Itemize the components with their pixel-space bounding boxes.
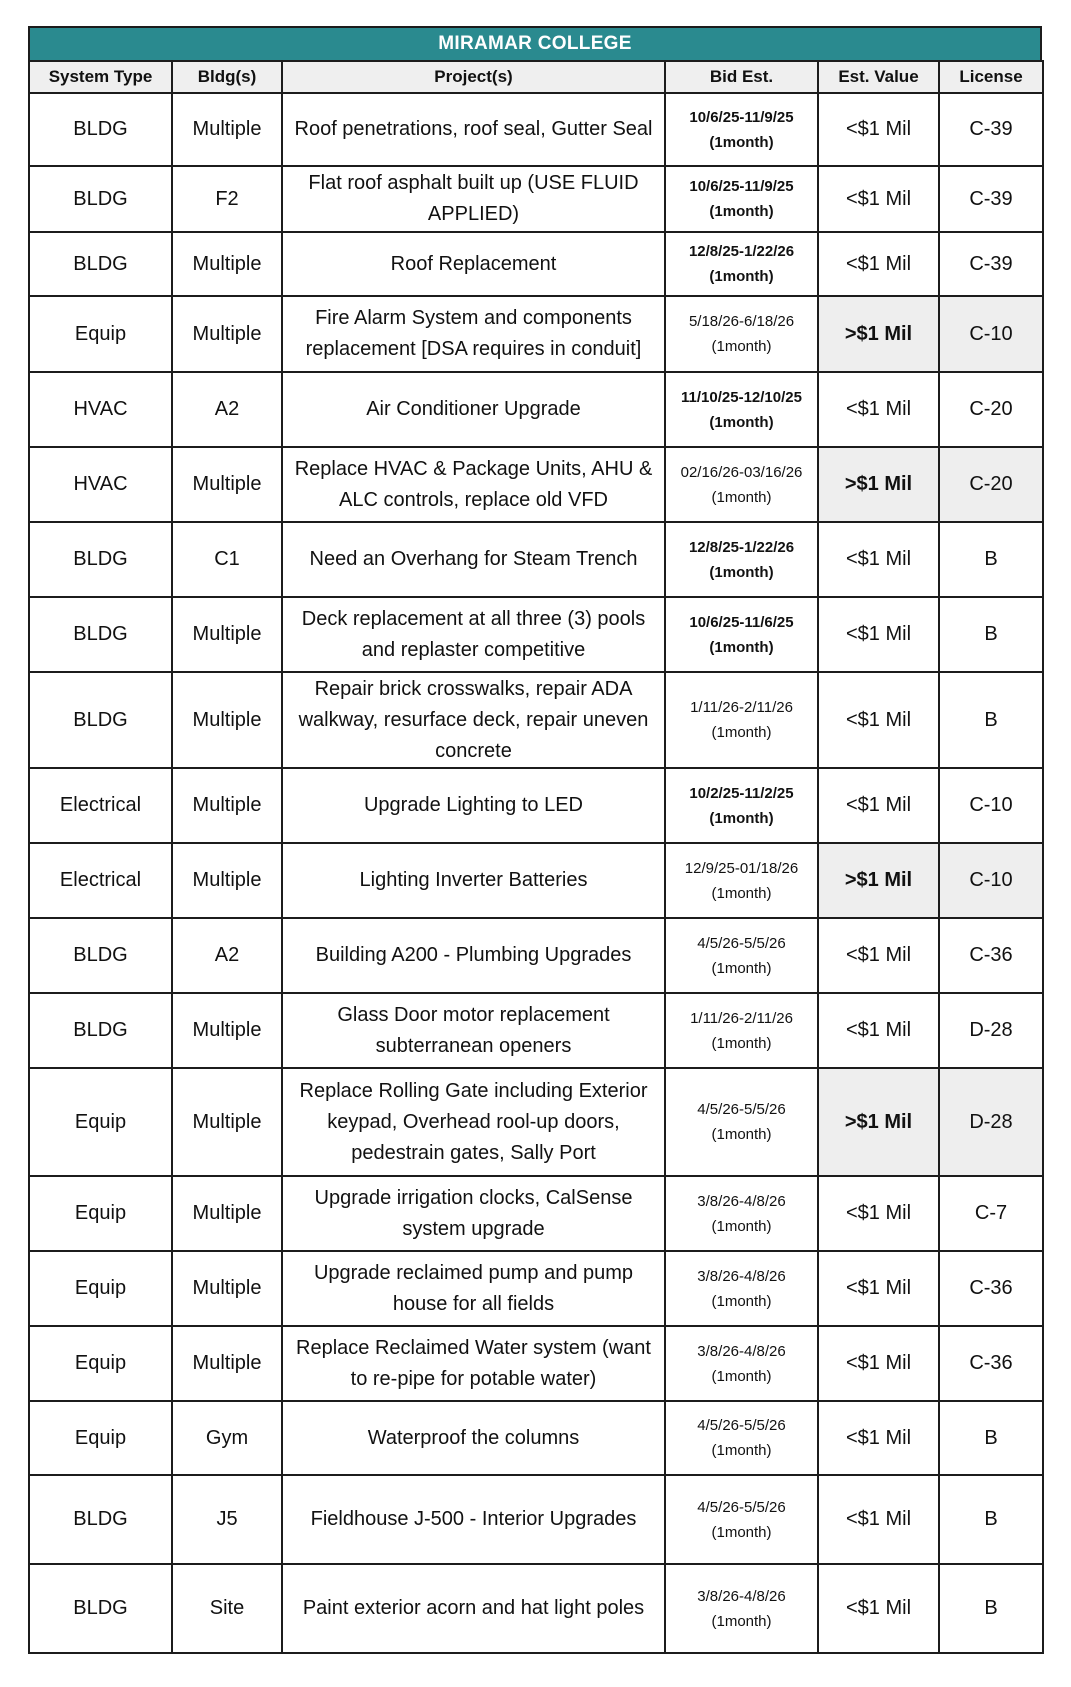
table-row xyxy=(29,1401,1043,1475)
cell-project: Waterproof the columns xyxy=(282,1401,665,1475)
cell-est-value: <$1 Mil xyxy=(818,597,939,672)
cell-license: B xyxy=(939,1401,1043,1475)
bid-duration: (1month) xyxy=(711,1523,772,1541)
bid-date-range: 10/6/25-11/9/25 xyxy=(689,108,794,126)
bid-duration: (1month) xyxy=(709,268,774,285)
cell-system-type: Equip xyxy=(29,1251,172,1326)
cell-system-type: HVAC xyxy=(29,372,172,447)
cell-bid-est xyxy=(665,843,818,918)
table-row xyxy=(29,1326,1043,1401)
table-row xyxy=(29,918,1043,993)
cell-bid-est xyxy=(665,672,818,768)
table-row xyxy=(29,843,1043,918)
cell-system-type: BLDG xyxy=(29,232,172,296)
cell-bid-est xyxy=(665,993,818,1068)
bid-date-range: 11/10/25-12/10/25 xyxy=(681,388,802,406)
cell-license: C-36 xyxy=(939,918,1043,993)
cell-bldg: Multiple xyxy=(172,843,282,918)
cell-project: Fire Alarm System and components replacement [DSA requires in conduit] xyxy=(282,296,665,372)
cell-project: Lighting Inverter Batteries xyxy=(282,843,665,918)
bid-duration: (1month) xyxy=(711,884,772,902)
bid-duration: (1month) xyxy=(711,1126,772,1143)
cell-license: C-7 xyxy=(939,1176,1043,1251)
cell-est-value: >$1 Mil xyxy=(818,1068,939,1176)
bid-date-range: 10/6/25-11/9/25 xyxy=(689,178,794,195)
cell-system-type: BLDG xyxy=(29,1475,172,1564)
cell-project: Paint exterior acorn and hat light poles xyxy=(282,1564,665,1653)
table-row xyxy=(29,672,1043,768)
bid-duration: (1month) xyxy=(711,1367,772,1385)
cell-project: Roof Replacement xyxy=(282,232,665,296)
cell-license: D-28 xyxy=(939,993,1043,1068)
cell-system-type: HVAC xyxy=(29,447,172,522)
cell-system-type: BLDG xyxy=(29,166,172,232)
bid-duration: (1month) xyxy=(709,809,774,827)
cell-license: C-36 xyxy=(939,1326,1043,1401)
table-row xyxy=(29,768,1043,843)
table-row xyxy=(29,1564,1043,1653)
header-bldgs: Bldg(s) xyxy=(172,61,282,93)
cell-est-value: <$1 Mil xyxy=(818,672,939,768)
cell-est-value: <$1 Mil xyxy=(818,1326,939,1401)
cell-license: B xyxy=(939,1475,1043,1564)
cell-project: Roof penetrations, roof seal, Gutter Seal xyxy=(282,93,665,166)
cell-project: Air Conditioner Upgrade xyxy=(282,372,665,447)
table-row xyxy=(29,597,1043,672)
cell-est-value: >$1 Mil xyxy=(818,296,939,372)
cell-bldg: Multiple xyxy=(172,768,282,843)
cell-system-type: Electrical xyxy=(29,768,172,843)
cell-bldg: Multiple xyxy=(172,672,282,768)
cell-bldg: C1 xyxy=(172,522,282,597)
bid-date-range: 3/8/26-4/8/26 xyxy=(697,1192,786,1210)
header-projects: Project(s) xyxy=(282,61,665,93)
cell-bid-est xyxy=(665,447,818,522)
cell-license: B xyxy=(939,1564,1043,1653)
cell-bid-est xyxy=(665,166,818,232)
cell-bldg: Multiple xyxy=(172,1068,282,1176)
cell-license: D-28 xyxy=(939,1068,1043,1176)
table-row xyxy=(29,1475,1043,1564)
table-row xyxy=(29,93,1043,166)
table-row xyxy=(29,1176,1043,1251)
cell-bldg: Multiple xyxy=(172,232,282,296)
cell-bid-est xyxy=(665,918,818,993)
header-row xyxy=(29,61,1043,93)
bid-date-range: 12/9/25-01/18/26 xyxy=(684,859,799,877)
cell-bid-est xyxy=(665,522,818,597)
cell-bldg: Multiple xyxy=(172,1251,282,1326)
cell-project: Replace HVAC & Package Units, AHU & ALC controls, replace old VFD xyxy=(282,447,665,522)
header-est-value: Est. Value xyxy=(818,61,939,93)
cell-project: Upgrade irrigation clocks, CalSense system upgrade xyxy=(282,1176,665,1251)
bid-date-range: 12/8/25-1/22/26 xyxy=(688,243,795,260)
bid-date-range: 10/6/25-11/6/25 xyxy=(689,613,794,631)
cell-bldg: Site xyxy=(172,1564,282,1653)
cell-bldg: Gym xyxy=(172,1401,282,1475)
cell-license: B xyxy=(939,672,1043,768)
cell-est-value: >$1 Mil xyxy=(818,843,939,918)
bid-duration: (1month) xyxy=(709,638,774,656)
cell-license: C-36 xyxy=(939,1251,1043,1326)
cell-est-value: <$1 Mil xyxy=(818,522,939,597)
cell-project: Repair brick crosswalks, repair ADA walkway, resurface deck, repair uneven concrete xyxy=(282,672,665,768)
cell-license: C-20 xyxy=(939,447,1043,522)
cell-project: Fieldhouse J-500 - Interior Upgrades xyxy=(282,1475,665,1564)
table-row xyxy=(29,1251,1043,1326)
bid-duration: (1month) xyxy=(711,1442,772,1459)
table-row xyxy=(29,1068,1043,1176)
bid-date-range: 4/5/26-5/5/26 xyxy=(697,1498,786,1516)
bid-duration: (1month) xyxy=(711,1034,772,1052)
table-row xyxy=(29,372,1043,447)
cell-est-value: <$1 Mil xyxy=(818,993,939,1068)
table-row xyxy=(29,166,1043,232)
cell-license: C-10 xyxy=(939,296,1043,372)
bid-date-range: 3/8/26-4/8/26 xyxy=(697,1267,786,1285)
cell-system-type: Equip xyxy=(29,1401,172,1475)
cell-system-type: BLDG xyxy=(29,597,172,672)
table-row xyxy=(29,447,1043,522)
cell-license: C-39 xyxy=(939,166,1043,232)
cell-bldg: Multiple xyxy=(172,93,282,166)
cell-bldg: A2 xyxy=(172,372,282,447)
cell-bldg: Multiple xyxy=(172,1326,282,1401)
cell-est-value: <$1 Mil xyxy=(818,1176,939,1251)
bid-date-range: 1/11/26-2/11/26 xyxy=(690,1009,793,1027)
bid-date-range: 3/8/26-4/8/26 xyxy=(697,1342,786,1360)
bid-duration: (1month) xyxy=(709,203,774,220)
bid-date-range: 10/2/25-11/2/25 xyxy=(689,784,794,802)
cell-est-value: <$1 Mil xyxy=(818,372,939,447)
cell-system-type: BLDG xyxy=(29,522,172,597)
cell-bid-est xyxy=(665,372,818,447)
cell-bid-est xyxy=(665,1475,818,1564)
cell-system-type: Equip xyxy=(29,1176,172,1251)
bid-duration: (1month) xyxy=(711,959,772,977)
bid-date-range: 5/18/26-6/18/26 xyxy=(688,313,795,330)
cell-bid-est xyxy=(665,1251,818,1326)
cell-bid-est xyxy=(665,1564,818,1653)
cell-bldg: Multiple xyxy=(172,597,282,672)
bid-date-range: 4/5/26-5/5/26 xyxy=(697,1417,786,1434)
cell-license: C-10 xyxy=(939,768,1043,843)
cell-license: C-39 xyxy=(939,232,1043,296)
cell-est-value: <$1 Mil xyxy=(818,232,939,296)
header-system-type: System Type xyxy=(29,61,172,93)
cell-project: Glass Door motor replacement subterranean openers xyxy=(282,993,665,1068)
cell-project: Building A200 - Plumbing Upgrades xyxy=(282,918,665,993)
header-bid-est: Bid Est. xyxy=(665,61,818,93)
projects-table xyxy=(28,60,1044,1654)
cell-bid-est xyxy=(665,296,818,372)
bid-date-range: 12/8/25-1/22/26 xyxy=(688,538,795,556)
cell-bid-est xyxy=(665,1326,818,1401)
cell-project: Flat roof asphalt built up (USE FLUID APPLIED) xyxy=(282,166,665,232)
cell-est-value: <$1 Mil xyxy=(818,1475,939,1564)
cell-project: Deck replacement at all three (3) pools and replaster competitive xyxy=(282,597,665,672)
cell-system-type: BLDG xyxy=(29,672,172,768)
cell-license: C-20 xyxy=(939,372,1043,447)
table-row xyxy=(29,993,1043,1068)
table-row xyxy=(29,522,1043,597)
cell-est-value: <$1 Mil xyxy=(818,166,939,232)
cell-project: Replace Reclaimed Water system (want to re-pipe for potable water) xyxy=(282,1326,665,1401)
cell-est-value: <$1 Mil xyxy=(818,1251,939,1326)
bid-duration: (1month) xyxy=(711,1612,772,1630)
cell-bldg: Multiple xyxy=(172,447,282,522)
bid-duration: (1month) xyxy=(711,338,772,355)
table-row xyxy=(29,232,1043,296)
bid-duration: (1month) xyxy=(709,563,774,581)
cell-est-value: <$1 Mil xyxy=(818,1401,939,1475)
project-table-container xyxy=(28,26,1042,1654)
cell-bid-est xyxy=(665,1176,818,1251)
cell-bid-est xyxy=(665,232,818,296)
cell-license: B xyxy=(939,522,1043,597)
bid-duration: (1month) xyxy=(709,413,774,431)
table-body xyxy=(29,93,1043,1653)
cell-system-type: BLDG xyxy=(29,918,172,993)
cell-system-type: BLDG xyxy=(29,993,172,1068)
cell-system-type: BLDG xyxy=(29,93,172,166)
bid-duration: (1month) xyxy=(709,133,774,151)
cell-license: C-39 xyxy=(939,93,1043,166)
header-license: License xyxy=(939,61,1043,93)
cell-license: B xyxy=(939,597,1043,672)
cell-bid-est xyxy=(665,1068,818,1176)
cell-bldg: J5 xyxy=(172,1475,282,1564)
bid-date-range: 1/11/26-2/11/26 xyxy=(690,699,793,716)
bid-date-range: 4/5/26-5/5/26 xyxy=(697,934,786,952)
cell-bid-est xyxy=(665,597,818,672)
cell-project: Upgrade reclaimed pump and pump house for all fields xyxy=(282,1251,665,1326)
cell-bldg: Multiple xyxy=(172,1176,282,1251)
cell-system-type: BLDG xyxy=(29,1564,172,1653)
cell-bid-est xyxy=(665,93,818,166)
cell-project: Upgrade Lighting to LED xyxy=(282,768,665,843)
table-title: MIRAMAR COLLEGE xyxy=(28,26,1042,60)
cell-bldg: A2 xyxy=(172,918,282,993)
bid-date-range: 02/16/26-03/16/26 xyxy=(680,463,803,481)
cell-system-type: Electrical xyxy=(29,843,172,918)
cell-est-value: <$1 Mil xyxy=(818,768,939,843)
cell-project: Need an Overhang for Steam Trench xyxy=(282,522,665,597)
cell-bldg: Multiple xyxy=(172,993,282,1068)
cell-system-type: Equip xyxy=(29,1326,172,1401)
cell-project: Replace Rolling Gate including Exterior keypad, Overhead rool-up doors, pedestrain gates, Sally Port xyxy=(282,1068,665,1176)
bid-date-range: 4/5/26-5/5/26 xyxy=(697,1101,786,1118)
cell-bid-est xyxy=(665,1401,818,1475)
cell-est-value: <$1 Mil xyxy=(818,918,939,993)
cell-system-type: Equip xyxy=(29,1068,172,1176)
cell-bldg: Multiple xyxy=(172,296,282,372)
bid-duration: (1month) xyxy=(711,488,772,506)
cell-license: C-10 xyxy=(939,843,1043,918)
bid-duration: (1month) xyxy=(711,724,772,741)
cell-system-type: Equip xyxy=(29,296,172,372)
cell-est-value: <$1 Mil xyxy=(818,1564,939,1653)
cell-bldg: F2 xyxy=(172,166,282,232)
cell-bid-est xyxy=(665,768,818,843)
bid-date-range: 3/8/26-4/8/26 xyxy=(697,1587,786,1605)
cell-est-value: <$1 Mil xyxy=(818,93,939,166)
bid-duration: (1month) xyxy=(711,1292,772,1310)
cell-est-value: >$1 Mil xyxy=(818,447,939,522)
bid-duration: (1month) xyxy=(711,1217,772,1235)
table-row xyxy=(29,296,1043,372)
